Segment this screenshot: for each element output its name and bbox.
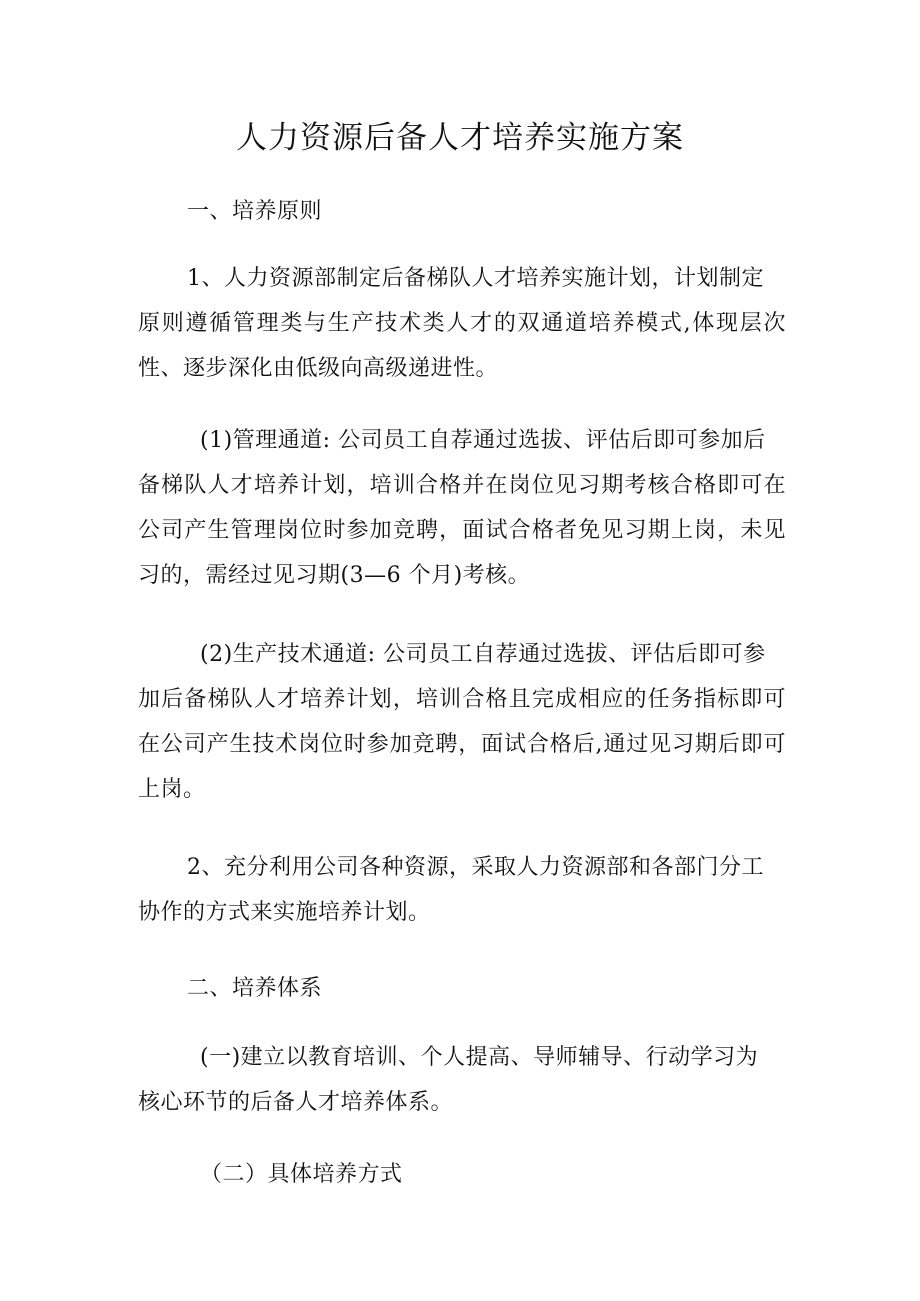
subheading-training-methods: （二）具体培养方式 — [200, 1162, 403, 1187]
paragraph-line-first: (一)建立以教育培训、个人提高、导师辅导、行动学习为 — [200, 1045, 759, 1070]
section-heading-principles: 一、培养原则 — [187, 199, 323, 224]
document-title: 人力资源后备人才培养实施方案 — [236, 120, 684, 156]
paragraph-line-first: (1)管理通道: 公司员工自荐通过选拔、评估后即可参加后 — [200, 428, 766, 453]
paragraph-line-first: (2)生产技术通道: 公司员工自荐通过选拔、评估后即可参 — [200, 642, 766, 667]
section-heading-system: 二、培养体系 — [187, 976, 323, 1001]
paragraph-line-first: 1、人力资源部制定后备梯队人才培养实施计划，计划制定 — [187, 266, 764, 291]
paragraph-line-rest: 原则遵循管理类与生产技术类人才的双通道培养模式,体现层次性、逐步深化由低级向高级递进性。 — [138, 311, 786, 381]
paragraph-line-rest: 加后备梯队人才培养计划，培训合格且完成相应的任务指标即可在公司产生技术岗位时参加竞聘，面试合格后,通过见习期后即可上岗。 — [138, 687, 786, 802]
paragraph-line-rest: 协作的方式来实施培养计划。 — [138, 900, 431, 925]
paragraph-line-rest: 核心环节的后备人才培养体系。 — [138, 1090, 454, 1115]
paragraph-line-rest: 备梯队人才培养计划，培训合格并在岗位见习期考核合格即可在公司产生管理岗位时参加竞聘，面试合格者免见习期上岗，未见习的，需经过见习期(3—6 个月)考核。 — [138, 473, 786, 588]
paragraph-line-first: 2、充分利用公司各种资源，采取人力资源部和各部门分工 — [187, 855, 764, 880]
